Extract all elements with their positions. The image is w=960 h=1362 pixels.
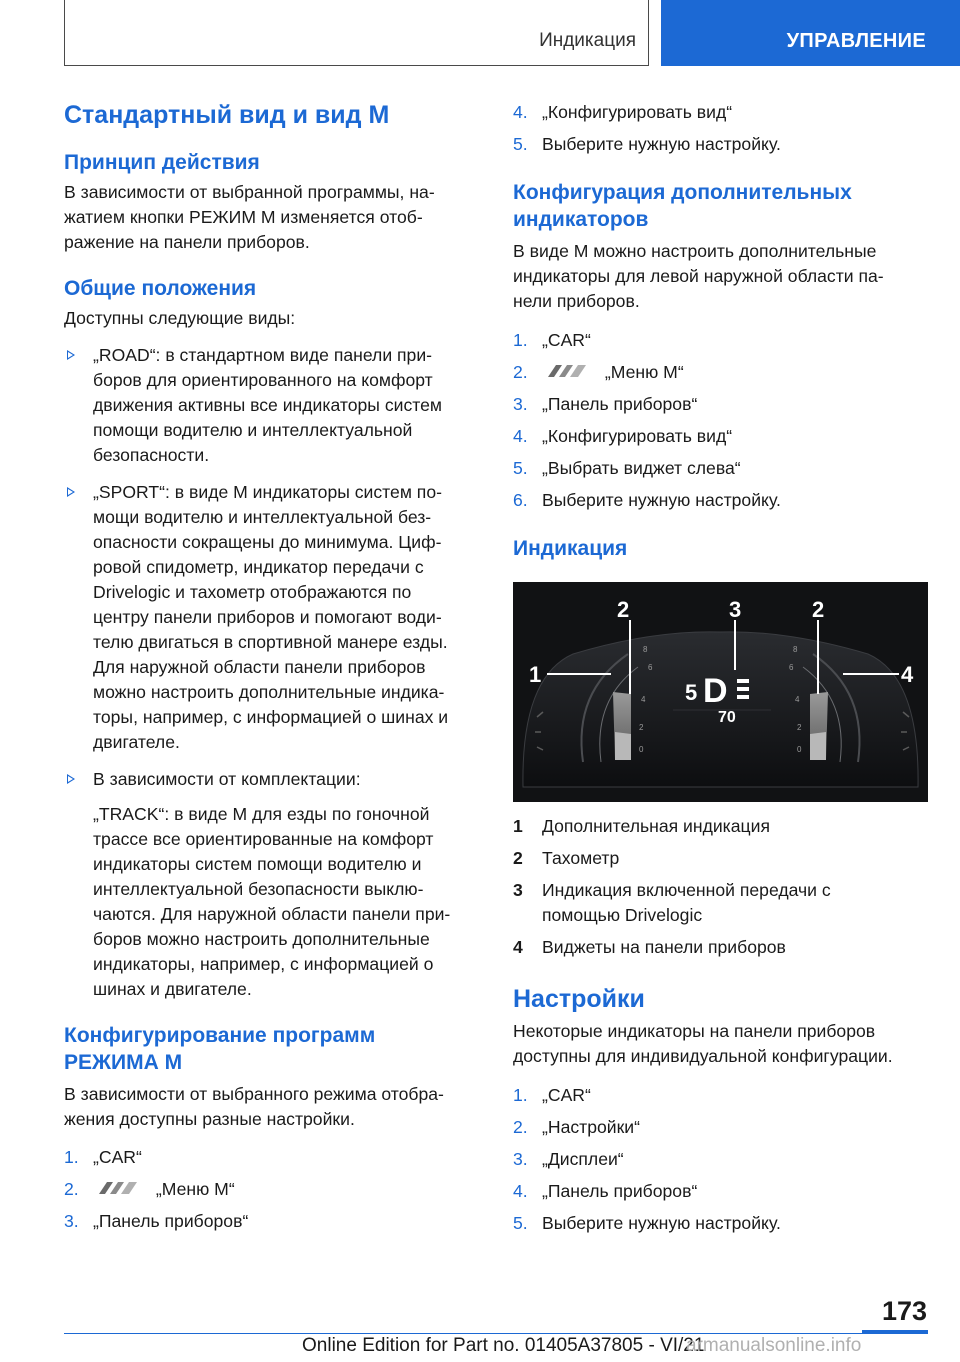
bullet-triangle-icon	[67, 774, 75, 784]
text-line: „TRACK“: в виде M для езды по гоночной	[93, 804, 430, 824]
svg-text:8: 8	[643, 645, 648, 654]
legend-number: 2	[513, 848, 523, 868]
callout-2-left: 2	[617, 597, 630, 622]
text-line: „SPORT“: в виде M индикаторы систем по-	[93, 482, 442, 502]
list-item	[64, 1177, 474, 1202]
step-number: 2.	[513, 362, 528, 382]
instrument-cluster-image	[513, 582, 928, 802]
text-line: интеллектуальной безопасности выклю-	[93, 879, 424, 899]
list-item	[513, 488, 928, 513]
step-text: „Меню M“	[604, 362, 684, 382]
legend-item	[513, 814, 928, 839]
bullet-triangle-icon	[67, 350, 75, 360]
svg-text:4: 4	[641, 695, 646, 704]
additional-indicators-text	[513, 239, 928, 314]
text-line: торы, например, с информацией о шинах и	[93, 707, 449, 727]
gear-letter: D	[703, 672, 728, 710]
text-line: В зависимости от выбранной программы, на-	[64, 182, 435, 202]
text-line: индикаторы систем помощи водителю и	[93, 854, 422, 874]
legend-number: 1	[513, 816, 523, 836]
heading-display: Индикация	[513, 537, 628, 560]
list-item	[513, 424, 928, 449]
footer-accent	[862, 1330, 928, 1334]
configure-modes-text	[64, 1082, 474, 1132]
text-line: индикаторы, например, с информацией о	[93, 954, 434, 974]
footer-watermark: armanualsonline.info	[686, 1335, 862, 1356]
text-line: Drivelogic и тахометр отображаются по	[93, 582, 412, 602]
list-item	[513, 1115, 928, 1140]
text-line: шинах и двигателе.	[93, 979, 252, 999]
text-line: жатием кнопки РЕЖИМ M изменяется отоб-	[64, 207, 423, 227]
svg-text:8: 8	[793, 645, 798, 654]
step-text: Выберите нужную настройку.	[542, 490, 781, 510]
text-line: помощи водителю и интеллектуальной	[93, 420, 413, 440]
gear-prefix: 5	[685, 680, 698, 705]
step-number: 3.	[513, 394, 528, 414]
step-text: „Меню M“	[155, 1179, 235, 1199]
list-item	[513, 100, 928, 125]
list-item	[513, 360, 928, 385]
heading-line: Конфигурирование программ	[64, 1024, 376, 1047]
step-text: „Конфигурировать вид“	[542, 426, 733, 446]
text-line: боров для ориентированного на комфорт	[93, 370, 433, 390]
bullet-sport	[64, 480, 474, 755]
page-number: 173	[881, 1296, 927, 1326]
step-number: 5.	[513, 458, 528, 478]
right-column	[513, 100, 928, 1236]
list-item	[513, 1083, 928, 1108]
step-number: 3.	[513, 1149, 528, 1169]
image-legend	[513, 814, 928, 960]
text-line: движения активны все индикаторы систем	[93, 395, 442, 415]
text-line: В виде M можно настроить дополнительные	[513, 241, 877, 261]
m-logo-icon	[93, 1181, 139, 1195]
text-line: можно настроить дополнительные индика-	[93, 682, 445, 702]
chapter-title: Индикация	[539, 30, 636, 51]
step-number: 5.	[513, 1213, 528, 1233]
step-text: Выберите нужную настройку.	[542, 134, 781, 154]
text-line: центру панели приборов и помогают води-	[93, 607, 442, 627]
page-heading: Стандартный вид и вид M	[64, 101, 390, 129]
svg-text:0: 0	[639, 745, 644, 754]
configure-modes-steps	[64, 1145, 474, 1234]
section-title: УПРАВЛЕНИЕ	[786, 30, 926, 52]
text-line: нели приборов.	[513, 291, 640, 311]
list-item	[513, 456, 928, 481]
section-tab[interactable]	[661, 0, 960, 66]
step-text: „Панель приборов“	[542, 394, 698, 414]
legend-number: 4	[513, 937, 523, 957]
legend-item	[513, 846, 928, 871]
callout-3: 3	[729, 597, 742, 622]
settings-text	[513, 1019, 928, 1069]
step-number: 2.	[513, 1117, 528, 1137]
step-text: „CAR“	[93, 1147, 142, 1167]
list-item	[513, 328, 928, 353]
text-line: индикаторы для левой наружной области па-	[513, 266, 884, 286]
legend-text: Виджеты на панели приборов	[542, 937, 786, 957]
text-line: опасности сокращены до минимума. Циф-	[93, 532, 442, 552]
text-line: Для наружной области панели приборов	[93, 657, 426, 677]
legend-text: Тахометр	[542, 848, 620, 868]
list-item	[64, 1209, 474, 1234]
text-line: В зависимости от комплектации:	[93, 769, 361, 789]
track-text	[64, 802, 474, 1002]
step-number: 4.	[513, 1181, 528, 1201]
callout-4: 4	[901, 662, 914, 687]
step-number: 4.	[513, 102, 528, 122]
step-number: 1.	[513, 1085, 528, 1105]
svg-text:6: 6	[648, 663, 653, 672]
step-text: „Дисплеи“	[542, 1149, 624, 1169]
step-number: 3.	[64, 1211, 79, 1231]
callout-1: 1	[529, 662, 542, 687]
step-text: „Конфигурировать вид“	[542, 102, 733, 122]
step-text: „Выбрать виджет слева“	[542, 458, 741, 478]
legend-item	[513, 878, 928, 928]
step-number: 1.	[64, 1147, 79, 1167]
step-text: „Панель приборов“	[542, 1181, 698, 1201]
step-text: „CAR“	[542, 330, 591, 350]
settings-steps	[513, 1083, 928, 1236]
text-line: ражение на панели приборов.	[64, 232, 310, 252]
text-line: мощи водителю и интеллектуальной без-	[93, 507, 432, 527]
callout-2-right: 2	[812, 597, 825, 622]
step-text: Выберите нужную настройку.	[542, 1213, 781, 1233]
text-line: чаются. Для наружной области панели при-	[93, 904, 451, 924]
text-line: трассе все ориентированные на комфорт	[93, 829, 434, 849]
left-column	[64, 100, 474, 1234]
svg-text:4: 4	[795, 695, 800, 704]
svg-text:6: 6	[789, 663, 794, 672]
heading-settings: Настройки	[513, 985, 645, 1013]
text-line: В зависимости от выбранного режима отобра-	[64, 1084, 444, 1104]
continued-steps	[513, 100, 928, 157]
heading-general: Общие положения	[64, 277, 257, 300]
speed-readout: 70	[718, 709, 736, 726]
text-line: телю двигаться в спортивной манере езды.	[93, 632, 448, 652]
general-intro: Доступны следующие виды:	[64, 308, 296, 328]
legend-text: Индикация включенной передачи с	[542, 880, 831, 900]
heading-line: индикаторов	[513, 208, 649, 231]
text-line: двигателе.	[93, 732, 180, 752]
legend-number: 3	[513, 880, 523, 900]
heading-additional-indicators	[513, 179, 928, 233]
header-frame	[64, 0, 649, 66]
text-line: доступны для индивидуальной конфигурации.	[513, 1046, 893, 1066]
list-item	[64, 1145, 474, 1170]
heading-line: РЕЖИМА M	[64, 1051, 183, 1074]
list-item	[513, 1211, 928, 1236]
text-line: жения доступны разные настройки.	[64, 1109, 355, 1129]
svg-text:2: 2	[639, 723, 644, 732]
step-text: „CAR“	[542, 1085, 591, 1105]
step-number: 5.	[513, 134, 528, 154]
heading-principle: Принцип действия	[64, 151, 260, 174]
legend-text: Дополнительная индикация	[542, 816, 770, 836]
footer-edition: Online Edition for Part no. 01405A37805 - VI/21	[302, 1335, 705, 1356]
step-number: 2.	[64, 1179, 79, 1199]
text-line: безопасности.	[93, 445, 210, 465]
bullet-triangle-icon	[67, 487, 75, 497]
bullet-road	[64, 343, 474, 468]
footer-divider	[64, 1333, 862, 1334]
bullet-equipment	[64, 767, 474, 792]
heading-line: Конфигурация дополнительных	[513, 181, 852, 204]
step-number: 4.	[513, 426, 528, 446]
m-logo-icon	[542, 364, 588, 378]
step-number: 1.	[513, 330, 528, 350]
text-line: боров можно настроить дополнительные	[93, 929, 430, 949]
heading-configure-modes	[64, 1022, 474, 1076]
text-line: „ROAD“: в стандартном виде панели при-	[93, 345, 433, 365]
svg-text:2: 2	[797, 723, 802, 732]
text-line: Некоторые индикаторы на панели приборов	[513, 1021, 876, 1041]
principle-text	[64, 180, 474, 255]
step-number: 6.	[513, 490, 528, 510]
list-item	[513, 392, 928, 417]
list-item	[513, 1179, 928, 1204]
legend-item	[513, 935, 928, 960]
step-text: „Панель приборов“	[93, 1211, 249, 1231]
svg-text:0: 0	[797, 745, 802, 754]
list-item	[513, 1147, 928, 1172]
list-item	[513, 132, 928, 157]
additional-indicators-steps	[513, 328, 928, 513]
text-line: ровой спидометр, индикатор передачи с	[93, 557, 424, 577]
step-text: „Настройки“	[542, 1117, 640, 1137]
legend-text: помощью Drivelogic	[542, 905, 703, 925]
